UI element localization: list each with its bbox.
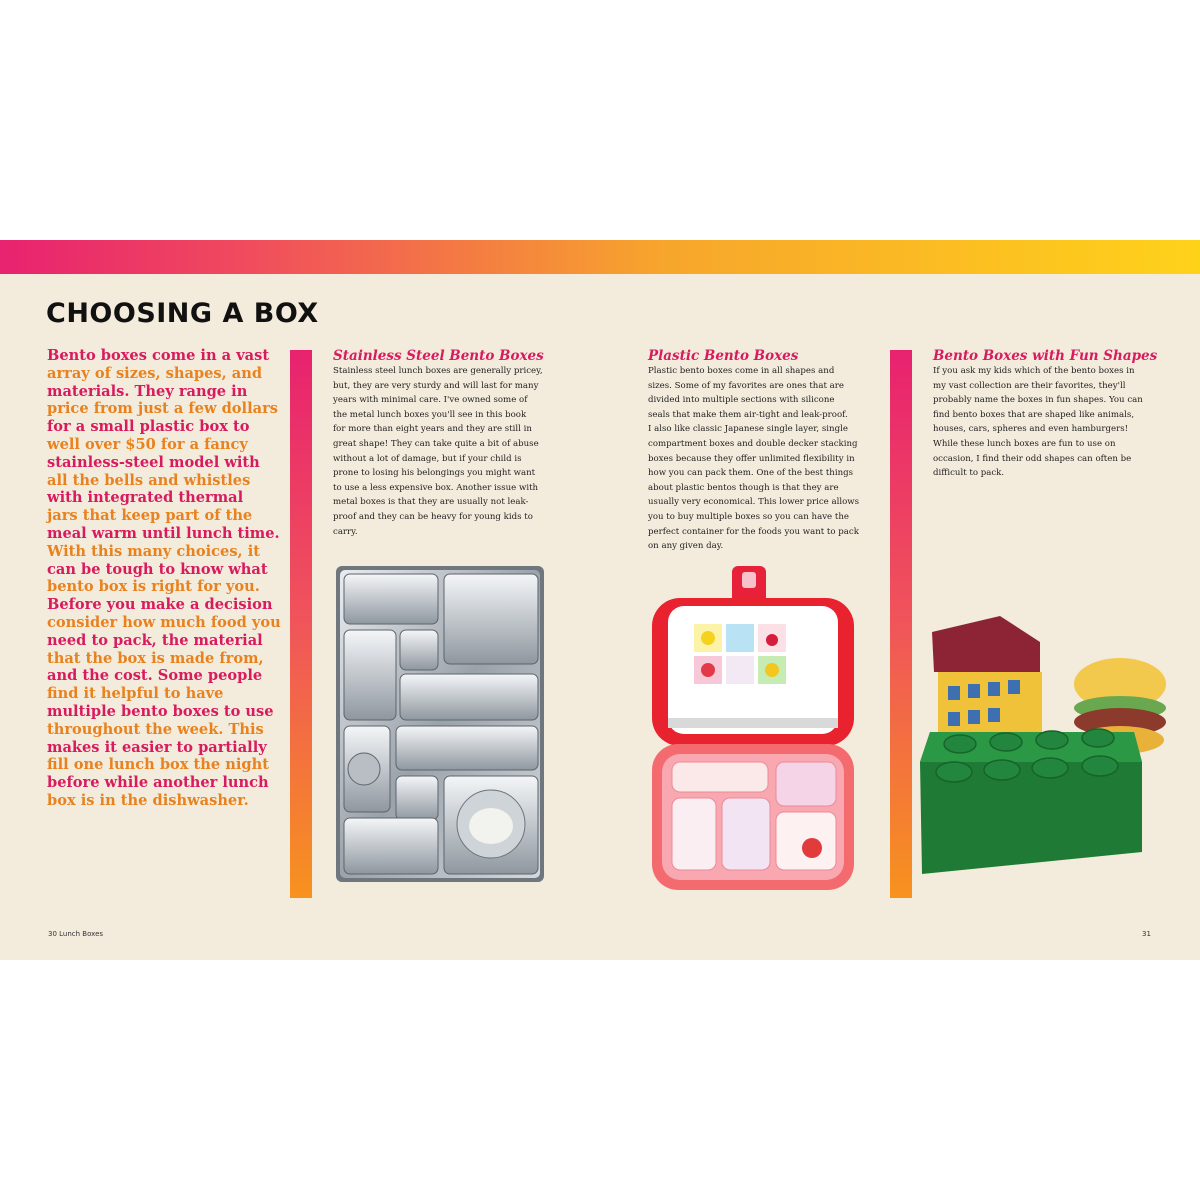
plastic-bento-photo (652, 566, 854, 890)
column-text-line: about plastic bentos though is that they are (648, 482, 839, 493)
column-text-line: divided into multiple sections with silicone (648, 395, 835, 406)
intro-line: that the box is made from, (47, 649, 264, 667)
intro-line: stainless-steel model with (47, 453, 260, 471)
stainless-steel-bento-photo (336, 566, 544, 882)
column-text-line: While these lunch boxes are fun to use on (933, 438, 1116, 449)
column-text-line: years with minimal care. I've owned some of (333, 395, 528, 406)
column-text-line: prone to losing his belongings you might want (333, 468, 536, 479)
column-text-line: occasion, I find their odd shapes can often be (933, 453, 1132, 464)
intro-line: need to pack, the material (47, 631, 263, 649)
intro-line: Bento boxes come in a vast (47, 347, 270, 364)
column-text-line: seals that make them air-tight and leak-proof. (648, 409, 848, 420)
column-text-line: usually very economical. This lower price allows (648, 497, 860, 508)
folio-right: 31 (1142, 930, 1151, 938)
fun-shapes-bento-photo (920, 612, 1170, 882)
column-text-line: carry. (333, 526, 358, 537)
intro-line: throughout the week. This (47, 720, 264, 738)
intro-line: makes it easier to partially (47, 738, 267, 756)
column-body-fun-shapes (933, 364, 1143, 481)
column-text-line: If you ask my kids which of the bento boxes in (933, 366, 1135, 376)
column-text-line: great shape! They can take quite a bit of abuse (333, 438, 539, 449)
intro-line: for a small plastic box to (47, 418, 250, 436)
column-text-line: perfect container for the foods you want to pack (648, 526, 859, 537)
column-text-line: on any given day. (648, 541, 724, 552)
book-spread (0, 240, 1200, 960)
intro-line: multiple bento boxes to use (47, 702, 274, 720)
column-text-line: my vast collection are their favorites, they'll (933, 380, 1126, 391)
intro-line: find it helpful to have (47, 685, 224, 703)
intro-line: all the bells and whistles (47, 471, 251, 489)
intro-line: With this many choices, it (47, 542, 260, 560)
column-text-line: the metal lunch boxes you'll see in this book (333, 409, 527, 420)
intro-line: bento box is right for you. (47, 578, 260, 596)
column-text-line: I also like classic Japanese single layer, single (648, 424, 848, 435)
intro-line: jars that keep part of the (47, 507, 253, 525)
intro-line: array of sizes, shapes, and (47, 364, 263, 382)
column-text-line: without a lot of damage, but if your child is (333, 453, 522, 464)
gradient-header-bar (0, 240, 1200, 274)
column-text-line: to use a less expensive box. Another issue with (333, 482, 539, 493)
intro-line: and the cost. Some people (47, 667, 263, 685)
intro-paragraph (47, 347, 281, 810)
column-text-line: Plastic bento boxes come in all shapes and (648, 366, 835, 376)
column-text-line: metal boxes is that they are usually not leak- (333, 497, 529, 508)
column-accent-bar-1 (290, 350, 312, 898)
column-accent-bar-2 (890, 350, 912, 898)
column-text-line: boxes because they offer unlimited flexibility in (648, 453, 855, 464)
column-text-line: you to buy multiple boxes so you can have the (648, 511, 849, 522)
column-text-line: houses, cars, spheres and even hamburgers! (933, 424, 1129, 435)
column-text-line: for more than eight years and they are still in (333, 424, 532, 435)
column-body-stainless (333, 364, 543, 539)
intro-line: materials. They range in (47, 382, 248, 400)
column-text-line: but, they are very sturdy and will last for many (333, 380, 539, 391)
column-text-line: sizes. Some of my favorites are ones that are (648, 380, 844, 391)
column-title-stainless: Stainless Steel Bento Boxes (333, 348, 544, 364)
column-title-plastic: Plastic Bento Boxes (648, 348, 799, 364)
column-text-line: compartment boxes and double decker stacking (648, 438, 858, 449)
column-text-line: how you can pack them. One of the best things (648, 468, 854, 479)
intro-line: box is in the dishwasher. (47, 791, 249, 809)
intro-line: before while another lunch (47, 774, 269, 792)
intro-line: price from just a few dollars (47, 400, 278, 418)
intro-line: well over $50 for a fancy (47, 435, 248, 453)
column-text-line: proof and they can be heavy for young kids to (333, 511, 533, 522)
intro-line: consider how much food you (47, 613, 281, 631)
page-title: CHOOSING A BOX (46, 298, 319, 329)
intro-line: with integrated thermal (47, 489, 244, 507)
column-text-line: probably name the boxes in fun shapes. You can (933, 395, 1143, 406)
intro-line: can be tough to know what (47, 560, 268, 578)
column-title-fun-shapes: Bento Boxes with Fun Shapes (933, 348, 1158, 364)
column-body-plastic (648, 364, 859, 554)
folio-left: 30 Lunch Boxes (48, 930, 104, 938)
intro-line: meal warm until lunch time. (47, 524, 280, 542)
column-text-line: Stainless steel lunch boxes are generally pricey, (333, 366, 543, 376)
intro-line: fill one lunch box the night (47, 756, 269, 774)
intro-line: Before you make a decision (47, 596, 273, 614)
column-text-line: difficult to pack. (933, 468, 1005, 479)
column-text-line: find bento boxes that are shaped like animals, (933, 409, 1135, 420)
